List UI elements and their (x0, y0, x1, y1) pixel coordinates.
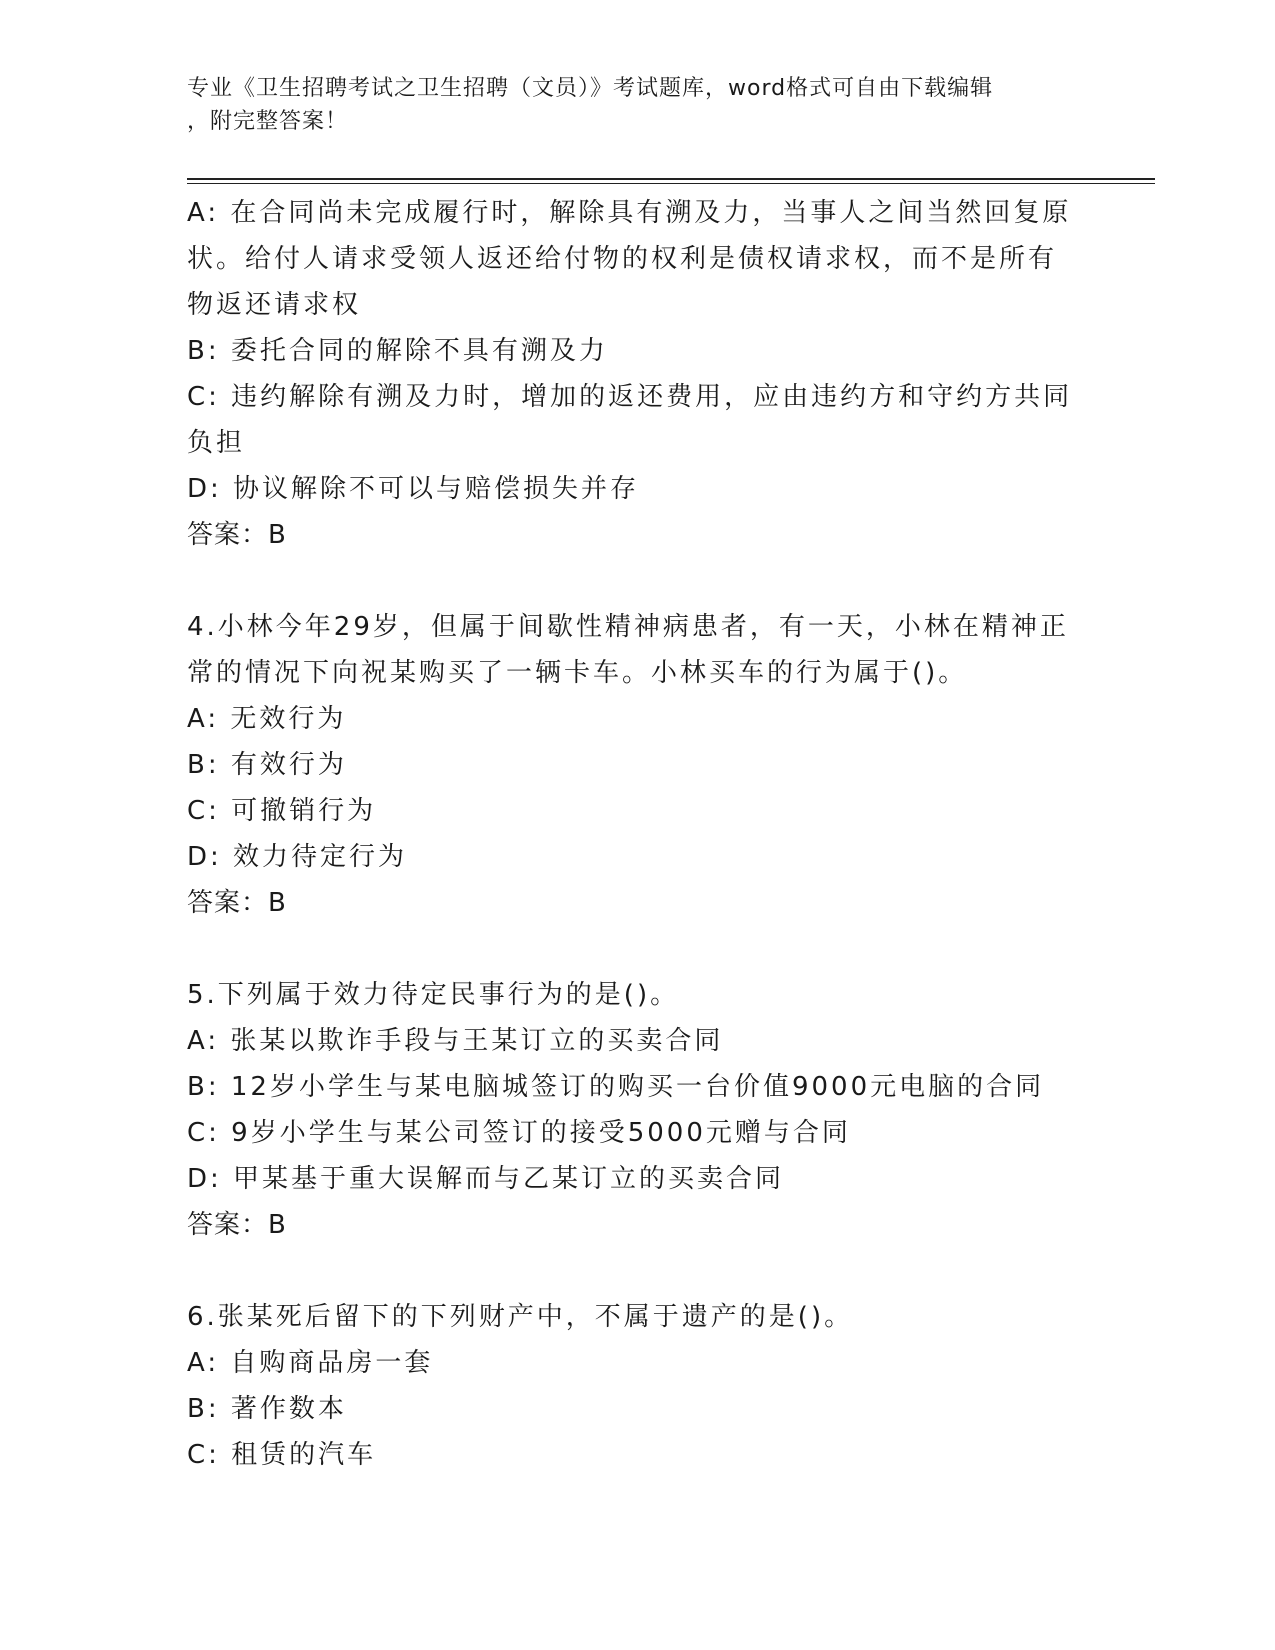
header-divider-thin (187, 183, 1155, 184)
question-stem: 4.小林今年29岁，但属于间歇性精神病患者，有一天，小林在精神正 (187, 612, 1069, 642)
answer-label: 答案： (187, 520, 269, 550)
answer-value: B (268, 888, 287, 918)
document-header (187, 72, 1077, 138)
option-line: A: 无效行为 (187, 704, 347, 734)
question-block-3 (187, 190, 1087, 558)
answer-label: 答案： (187, 1210, 269, 1240)
answer-value: B (268, 520, 287, 550)
option-line: D: 效力待定行为 (187, 842, 408, 872)
option-line: B: 12岁小学生与某电脑城签订的购买一台价值9000元电脑的合同 (187, 1072, 1045, 1102)
question-list (187, 190, 1087, 1478)
answer-line (187, 1202, 1087, 1248)
header-divider-thick (187, 178, 1155, 180)
header-line-1: 专业《卫生招聘考试之卫生招聘（文员）》考试题库，word格式可自由下载编辑 (187, 76, 994, 101)
option-line: C: 租赁的汽车 (187, 1440, 377, 1470)
option-line: A: 张某以欺诈手段与王某订立的买卖合同 (187, 1026, 724, 1056)
question-stem: 常的情况下向祝某购买了一辆卡车。小林买车的行为属于()。 (187, 658, 968, 688)
question-block-4 (187, 604, 1087, 926)
question-block-5 (187, 972, 1087, 1248)
option-line: D: 甲某基于重大误解而与乙某订立的买卖合同 (187, 1164, 785, 1194)
option-line: A: 自购商品房一套 (187, 1348, 434, 1378)
answer-value: B (268, 1210, 287, 1240)
answer-label: 答案： (187, 888, 269, 918)
option-line: C: 可撤销行为 (187, 796, 377, 826)
header-line-2: ，附完整答案！ (187, 109, 349, 134)
answer-line (187, 512, 1087, 558)
option-line: C: 违约解除有溯及力时，增加的返还费用，应由违约方和守约方共同 (187, 382, 1073, 412)
option-line: C: 9岁小学生与某公司签订的接受5000元赠与合同 (187, 1118, 851, 1148)
option-line: 物返还请求权 (187, 290, 362, 320)
option-line: 负担 (187, 428, 246, 458)
option-line: D: 协议解除不可以与赔偿损失并存 (187, 474, 640, 504)
question-block-6 (187, 1294, 1087, 1478)
question-stem: 5.下列属于效力待定民事行为的是()。 (187, 980, 680, 1010)
question-stem: 6.张某死后留下的下列财产中，不属于遗产的是()。 (187, 1302, 854, 1332)
option-line: A: 在合同尚未完成履行时，解除具有溯及力，当事人之间当然回复原 (187, 198, 1072, 228)
option-line: B: 委托合同的解除不具有溯及力 (187, 336, 608, 366)
option-line: B: 有效行为 (187, 750, 347, 780)
option-line: 状。给付人请求受领人返还给付物的权利是债权请求权，而不是所有 (187, 244, 1058, 274)
answer-line (187, 880, 1087, 926)
option-line: B: 著作数本 (187, 1394, 347, 1424)
